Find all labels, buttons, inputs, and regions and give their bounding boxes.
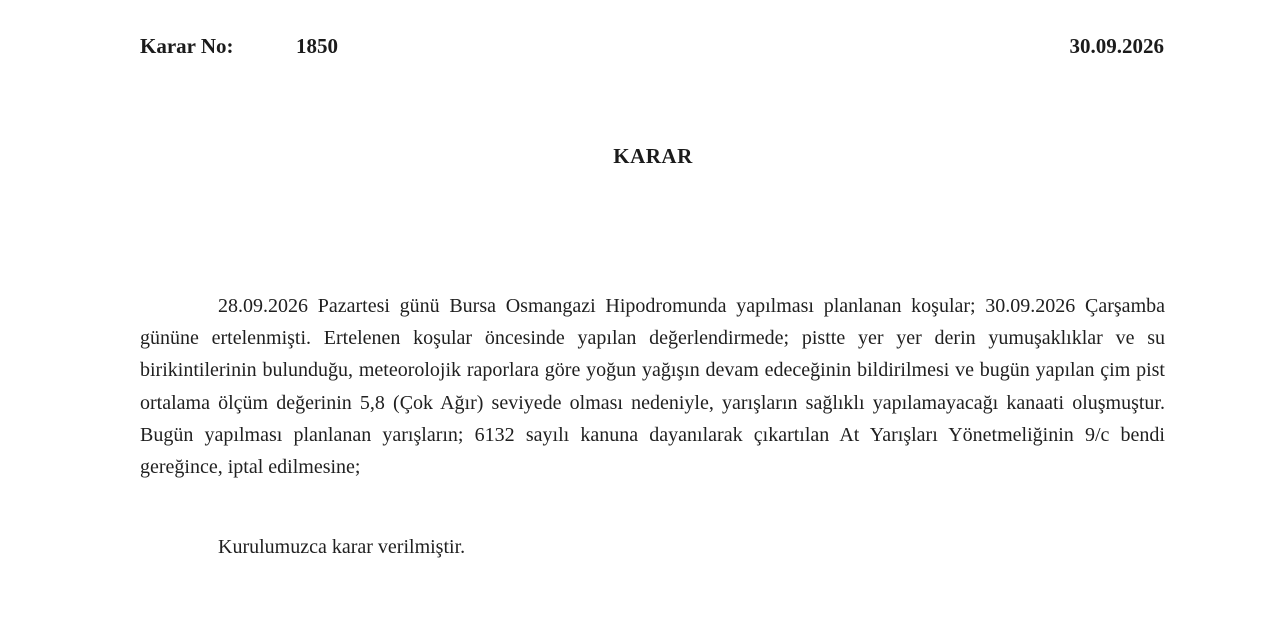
closing-statement: Kurulumuzca karar verilmiştir. xyxy=(218,536,466,558)
document-title: KARAR xyxy=(613,144,693,168)
decision-number-label: Karar No: xyxy=(140,34,234,58)
document-header xyxy=(140,34,1164,68)
decision-number: 1850 xyxy=(296,34,338,58)
decision-date: 30.09.2026 xyxy=(1069,34,1164,58)
decision-number-line xyxy=(140,34,338,59)
decision-body-paragraph: 28.09.2026 Pazartesi günü Bursa Osmangazi Hipodromunda yapılması planlanan koşular; 30.09.2026 Çarşamba gününe ertelenmişti. Ertelenen koşular öncesinde yapılan değerlendirmede; pistte yer yer derin yumuşaklıklar ve su birikintilerinin bulunduğu, meteorolojik raporlara göre yoğun yağışın devam edeceğinin bildirilmesi ve bugün yapılan çim pist ortalama ölçüm değerinin 5,8 (Çok Ağır) seviyede olması nedeniyle, yarışların sağlıklı yapılamayacağı kanaati oluşmuştur. Bugün yapılması planlanan yarışların; 6132 sayılı kanuna dayanılarak çıkartılan At Yarışları Yönetmeliğinin 9/c bendi gereğince, iptal edilmesine; xyxy=(140,295,1165,479)
